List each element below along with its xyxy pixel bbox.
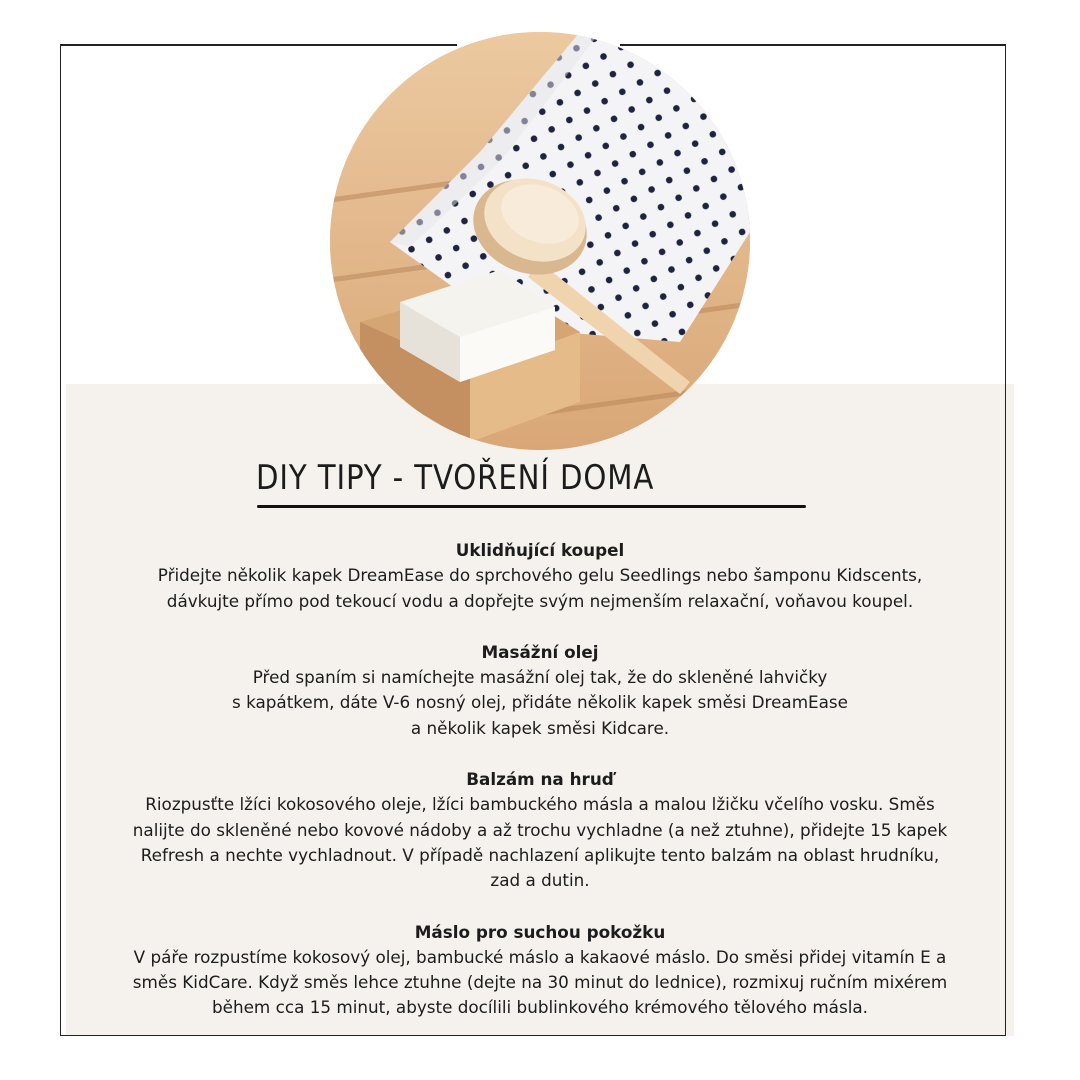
tip-line: během cca 15 minut, abyste docílili bublinkového krémového tělového másla. bbox=[212, 997, 868, 1018]
tip-line: Přidejte několik kapek DreamEase do sprchového gelu Seedlings nebo šamponu Kidscents, bbox=[157, 565, 923, 586]
tip-section-chest-balm bbox=[70, 767, 1010, 893]
tip-line: V páře rozpustíme kokosový olej, bambucké máslo a kakaové máslo. Do směsi přidej vitamín E a bbox=[133, 946, 947, 967]
tip-section-bath bbox=[70, 538, 1010, 614]
tip-title: Máslo pro suchou pokožku bbox=[414, 921, 666, 942]
tip-line: směs KidCare. Když směs lehce ztuhne (dejte na 30 minut do lednice), rozmixuj ručním mixérem bbox=[132, 972, 948, 993]
tip-line: zad a dutin. bbox=[490, 870, 590, 891]
title-underline bbox=[257, 505, 806, 508]
page-title: DIY TIPY - TVOŘENÍ DOMA bbox=[256, 458, 655, 498]
frame-top-left-line bbox=[60, 44, 457, 46]
tip-line: Refresh a nechte vychladnout. V případě nachlazení aplikujte tento balzám na oblast hrudníku, bbox=[140, 844, 940, 865]
tip-title: Uklidňující koupel bbox=[455, 540, 625, 560]
tip-section-massage-oil bbox=[70, 640, 1010, 741]
tip-title: Balzám na hruď bbox=[466, 769, 614, 790]
tip-line: s kapátkem, dáte V-6 nosný olej, přidáte několik kapek směsi DreamEase bbox=[232, 692, 848, 713]
tip-line: a několik kapek směsi Kidcare. bbox=[410, 717, 670, 738]
frame-top-right-line bbox=[620, 44, 1006, 46]
tip-line: nalijte do skleněné nebo kovové nádoby a až trochu vychladne (a než ztuhne), přidejte 15 kapek bbox=[132, 819, 948, 840]
tip-line: dávkujte přímo pod tekoucí vodu a dopřejte svým nejmenším relaxační, voňavou koupel. bbox=[166, 590, 914, 611]
tip-title: Masážní olej bbox=[481, 641, 599, 662]
tip-line: Před spaním si namíchejte masážní olej tak, že do skleněné lahvičky bbox=[252, 667, 828, 688]
tip-section-body-butter bbox=[70, 920, 1010, 1021]
tip-line: Riozpusťte lžíci kokosového oleje, lžíci bambuckého másla a malou lžičku včelího vosku. Směs bbox=[145, 794, 935, 815]
bath-products-photo bbox=[330, 32, 750, 450]
tips-content bbox=[70, 538, 1010, 1047]
